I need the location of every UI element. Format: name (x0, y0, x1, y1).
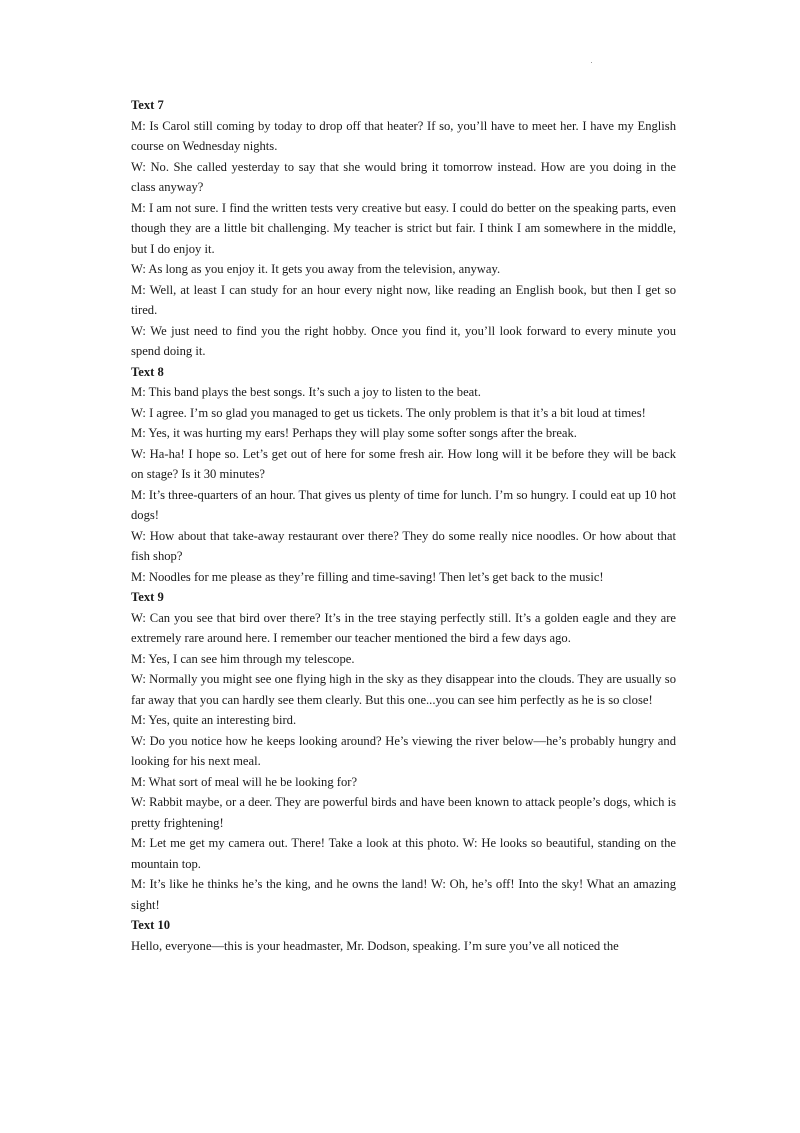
dialogue-line: W: Can you see that bird over there? It’s in the tree staying perfectly still. It’s a golden eagle and they are extremely rare around here. I remember our teacher mentioned the bird a few days ago. (131, 610, 676, 645)
dialogue-line: W: No. She called yesterday to say that she would bring it tomorrow instead. How are you doing in the class anyway? (131, 159, 676, 194)
dialogue-line: M: Yes, it was hurting my ears! Perhaps they will play some softer songs after the break. (131, 426, 577, 440)
section-heading: Text 10 (131, 918, 171, 932)
section-heading: Text 7 (131, 98, 164, 112)
dialogue-line: M: Yes, quite an interesting bird. (131, 713, 297, 727)
dialogue-line: W: As long as you enjoy it. It gets you away from the television, anyway. (131, 262, 501, 276)
dialogue-line: Hello, everyone—this is your headmaster, Mr. Dodson, speaking. I’m sure you’ve all noticed the (131, 938, 619, 953)
dialogue-line: M: Is Carol still coming by today to drop off that heater? If so, you’ll have to meet her. I have my English course on Wednesday nights. (131, 118, 676, 153)
dialogue-line: W: Do you notice how he keeps looking around? He’s viewing the river below—he’s probably hungry and looking for his next meal. (131, 733, 676, 768)
dialogue-line: M: Let me get my camera out. There! Take a look at this photo. W: He looks so beautiful, standing on the mountain top. (131, 836, 676, 871)
dialogue-line: W: How about that take-away restaurant over there? They do some really nice noodles. Or how about that fish shop? (131, 528, 676, 563)
dialogue-line: W: I agree. I’m so glad you managed to get us tickets. The only problem is that it’s a bit loud at times! (131, 405, 646, 420)
section-heading: Text 8 (131, 364, 164, 379)
dialogue-line: M: Noodles for me please as they’re filling and time-saving! Then let’s get back to the music! (131, 569, 604, 584)
dialogue-line: W: Ha-ha! I hope so. Let’s get out of here for some fresh air. How long will it be before they will be back on stage? Is it 30 minutes? (131, 446, 676, 481)
scan-speck (591, 62, 592, 63)
dialogue-line: M: I am not sure. I find the written tests very creative but easy. I could do better on the speaking parts, even though they are a little bit challenging. My teacher is strict but fair. I think I am somewhere in the middle, but I do enjoy it. (131, 200, 676, 256)
document-page (131, 95, 676, 956)
dialogue-line: M: This band plays the best songs. It’s such a joy to listen to the beat. (131, 385, 481, 399)
dialogue-line: M: Yes, I can see him through my telescope. (131, 651, 355, 666)
dialogue-line: W: Rabbit maybe, or a deer. They are powerful birds and have been known to attack people’s dogs, which is pretty frightening! (131, 795, 676, 830)
dialogue-line: W: We just need to find you the right hobby. Once you find it, you’ll look forward to every minute you spend doing it. (131, 323, 676, 358)
dialogue-line: M: It’s three-quarters of an hour. That gives us plenty of time for lunch. I’m so hungry. I could eat up 10 hot dogs! (131, 487, 676, 522)
dialogue-line: W: Normally you might see one flying high in the sky as they disappear into the clouds. They are usually so far away that you can hardly see them clearly. But this one...you can see him perfectly as he is so close! (131, 672, 676, 707)
dialogue-line: M: What sort of meal will he be looking for? (131, 774, 358, 789)
section-heading: Text 9 (131, 590, 164, 604)
dialogue-line: M: Well, at least I can study for an hour every night now, like reading an English book, but then I get so tired. (131, 282, 676, 317)
dialogue-line: M: It’s like he thinks he’s the king, and he owns the land! W: Oh, he’s off! Into the sky! What an amazing sight! (131, 877, 676, 912)
